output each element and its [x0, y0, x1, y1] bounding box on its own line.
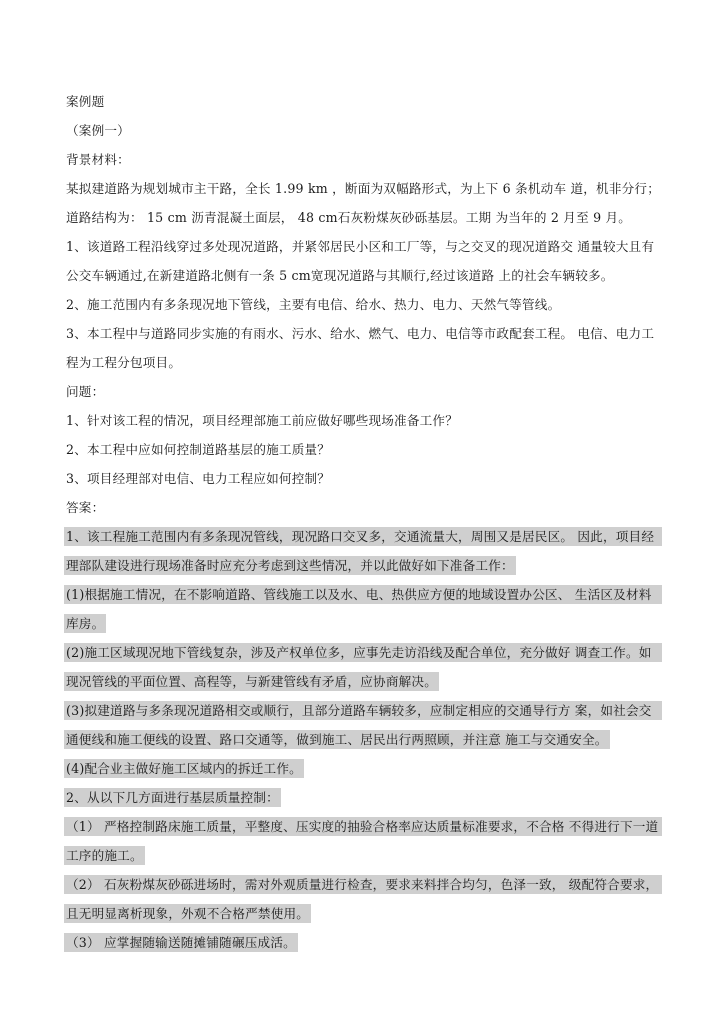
answer-line-highlighted: 现况管线的平面位置、高程等，与新建管线有矛盾，应协商解决。 — [66, 674, 438, 689]
document-body — [66, 92, 658, 962]
answer-line-highlighted: 工序的施工。 — [66, 848, 143, 863]
answer-line-highlighted: (2)施工区域现况地下管线复杂，涉及产权单位多，应事先走访沿线及配合单位，充分做好 调查工作。如 — [64, 643, 662, 662]
background-line: 3、本工程中与道路同步实施的有雨水、污水、给水、燃气、电力、电信等市政配套工程。 电信、电力工 — [66, 326, 655, 341]
background-line: 某拟建道路为规划城市主干路，全长 1.99 km ，断面为双幅路形式，为上下 6 条机动车 道，机非分行； — [66, 181, 660, 196]
answer-line-highlighted: (4)配合业主做好施工区域内的拆迁工作。 — [66, 761, 302, 776]
background-line: 1、该道路工程沿线穿过多处现况道路，并紧邻居民小区和工厂等，与之交叉的现况道路交 通量较大且有 — [66, 239, 655, 254]
answer-line-highlighted: 1、该工程施工范围内有多条现况管线，现况路口交叉多，交通流量大，周围又是居民区。 因此，项目经 — [64, 527, 662, 546]
question-item: 2、本工程中应如何控制道路基层的施工质量？ — [66, 442, 331, 457]
answer-line-highlighted: （1） 严格控制路床施工质量，平整度、压实度的抽验合格率应达质量标准要求，不合格 不得进行下一道 — [64, 817, 662, 836]
answer-line-highlighted: (3)拟建道路与多条现况道路相交或顺行，且部分道路车辆较多，应制定相应的交通导行方 案，如社会交 — [64, 701, 662, 720]
background-line: 公交车辆通过,在新建道路北侧有一条 5 cm宽现况道路与其顺行,经过该道路 上的社会车辆较多。 — [66, 268, 614, 283]
background-line: 2、施工范围内有多条现况地下管线，主要有电信、给水、热力、电力、天然气等管线。 — [66, 297, 561, 312]
background-line: 程为工程分包项目。 — [66, 355, 182, 370]
answer-line-highlighted: 通便线和施工便线的设置、路口交通等，做到施工、居民出行两照顾，并注意 施工与交通安全。 — [66, 732, 608, 747]
question-item: 1、针对该工程的情况，项目经理部施工前应做好哪些现场准备工作？ — [66, 413, 459, 428]
answer-line-highlighted: （2） 石灰粉煤灰砂砾进场时，需对外观质量进行检查，要求来料拌合均匀，色泽一致， 级配符合要求， — [64, 875, 662, 894]
background-line: 道路结构为： 15 cm 沥青混凝土面层， 48 cm石灰粉煤灰砂砾基层。工期 为当年的 2 月至 9 月。 — [66, 210, 632, 225]
answer-line-highlighted: 2、从以下几方面进行基层质量控制： — [66, 790, 279, 805]
case-title: 案例题 — [66, 94, 105, 109]
case-subtitle: （案例一） — [66, 123, 130, 138]
answer-line-highlighted: 且无明显离析现象，外观不合格严禁使用。 — [66, 906, 310, 921]
answer-line-highlighted: 库房。 — [66, 616, 105, 631]
question-item: 3、项目经理部对电信、电力工程应如何控制？ — [66, 471, 331, 486]
answer-line-highlighted: 理部队建设进行现场准备时应充分考虑到这些情况，并以此做好如下准备工作： — [66, 558, 514, 573]
answer-line-highlighted: (1)根据施工情况，在不影响道路、管线施工以及水、电、热供应方便的地域设置办公区、 生活区及材料 — [64, 585, 662, 604]
answers-heading: 答案： — [66, 500, 105, 515]
questions-heading: 问题： — [66, 384, 105, 399]
answer-line-highlighted: （3） 应掌握随输送随摊铺随碾压成活。 — [66, 935, 296, 950]
background-heading: 背景材料： — [66, 152, 130, 167]
